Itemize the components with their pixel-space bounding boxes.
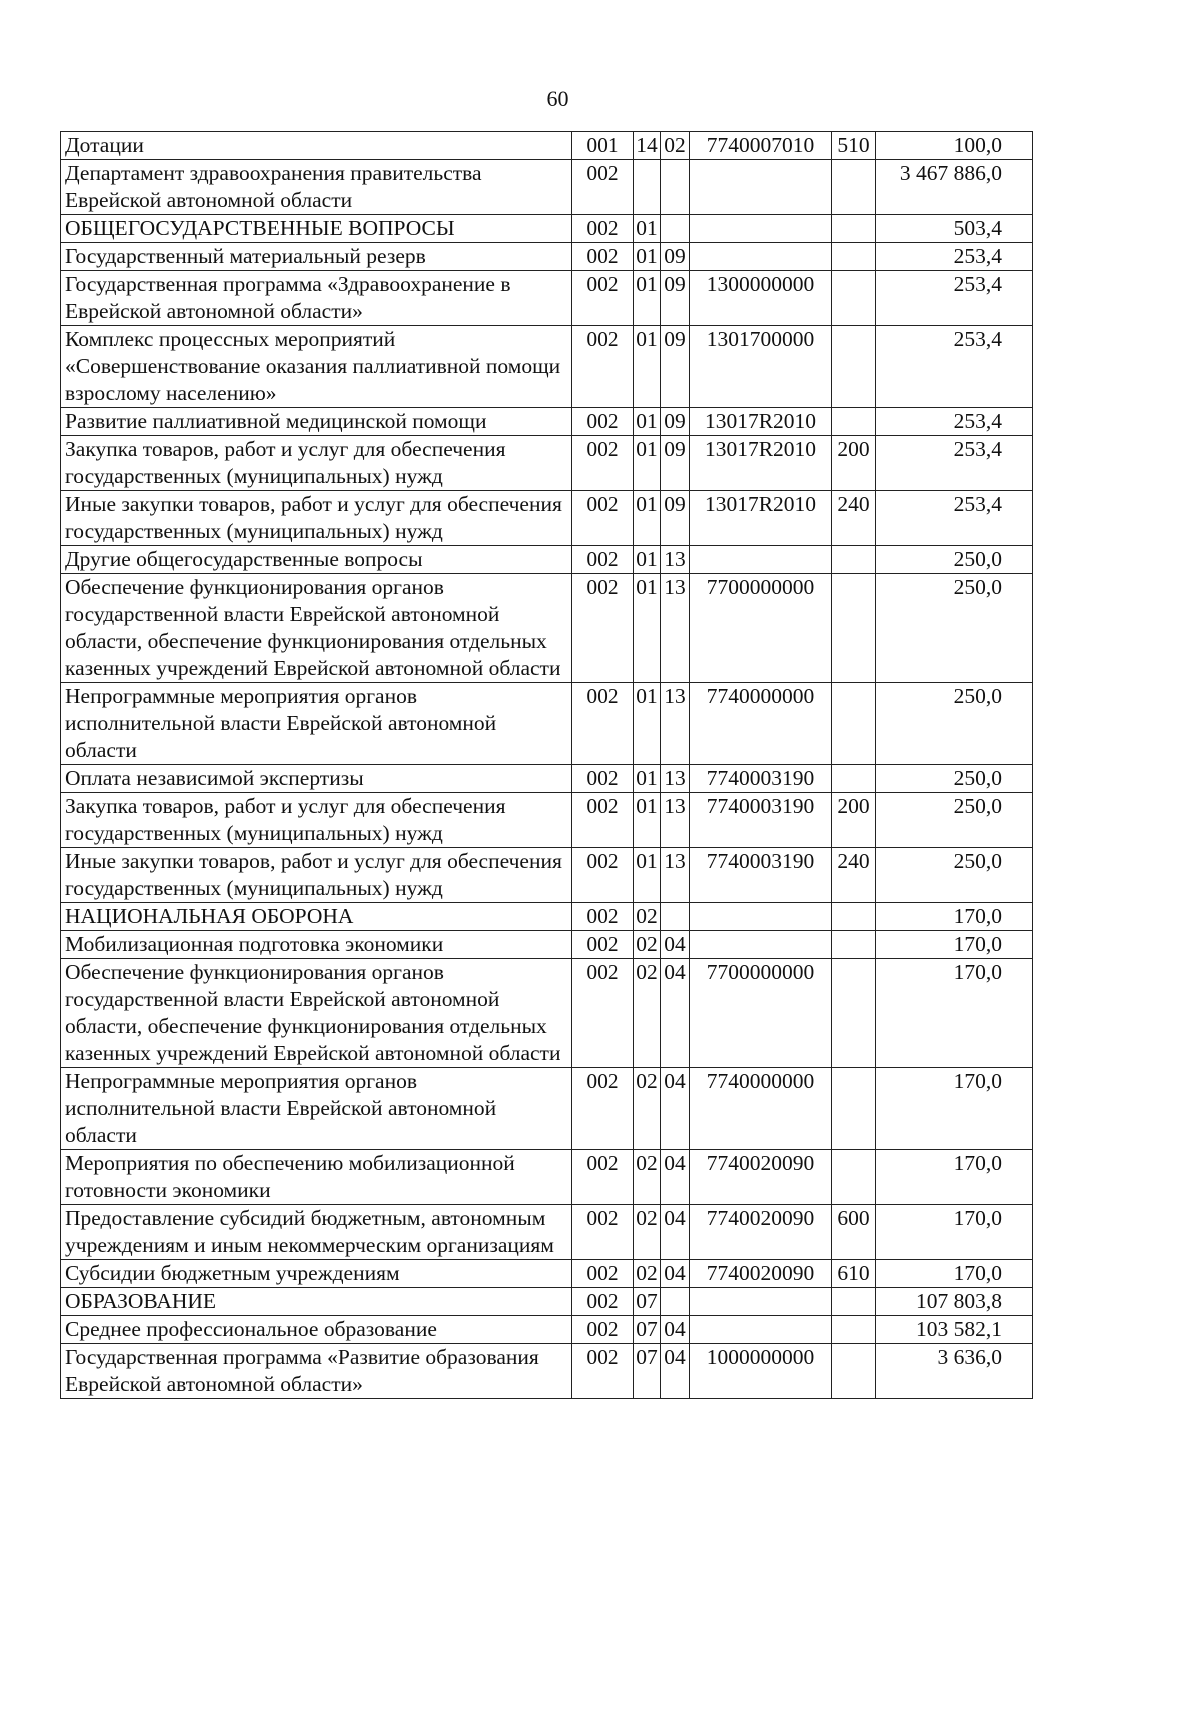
expense-type-cell xyxy=(832,408,876,436)
amount-cell: 170,0 xyxy=(876,1260,1033,1288)
row-name-cell: Развитие паллиативной медицинской помощи xyxy=(61,408,572,436)
section-code-cell: 01 xyxy=(634,546,661,574)
grbs-code-cell: 002 xyxy=(572,1260,634,1288)
table-row xyxy=(61,1068,1033,1150)
row-name-cell: Мобилизационная подготовка экономики xyxy=(61,931,572,959)
target-article-cell: 13017R2010 xyxy=(690,436,832,491)
table-row xyxy=(61,132,1033,160)
row-name-cell: Департамент здравоохранения правительства Еврейской автономной области xyxy=(61,160,572,215)
target-article-cell: 1300000000 xyxy=(690,271,832,326)
section-code-cell: 01 xyxy=(634,574,661,683)
expense-type-cell: 200 xyxy=(832,793,876,848)
grbs-code-cell: 002 xyxy=(572,243,634,271)
target-article-cell: 7740007010 xyxy=(690,132,832,160)
subsection-code-cell: 13 xyxy=(661,848,690,903)
grbs-code-cell: 002 xyxy=(572,793,634,848)
target-article-cell xyxy=(690,903,832,931)
grbs-code-cell: 002 xyxy=(572,1150,634,1205)
subsection-code-cell: 13 xyxy=(661,683,690,765)
section-code-cell: 07 xyxy=(634,1288,661,1316)
amount-cell: 170,0 xyxy=(876,1150,1033,1205)
row-name-cell: Иные закупки товаров, работ и услуг для обеспечения государственных (муниципальных) нужд xyxy=(61,491,572,546)
expense-type-cell: 610 xyxy=(832,1260,876,1288)
row-name-cell: Комплекс процессных мероприятий «Совершенствование оказания паллиативной помощи взрослому населению» xyxy=(61,326,572,408)
row-name-cell: Закупка товаров, работ и услуг для обеспечения государственных (муниципальных) нужд xyxy=(61,436,572,491)
target-article-cell: 7740020090 xyxy=(690,1260,832,1288)
target-article-cell xyxy=(690,546,832,574)
amount-cell: 100,0 xyxy=(876,132,1033,160)
grbs-code-cell: 002 xyxy=(572,326,634,408)
target-article-cell: 7740003190 xyxy=(690,765,832,793)
subsection-code-cell xyxy=(661,903,690,931)
target-article-cell: 7740000000 xyxy=(690,1068,832,1150)
table-row xyxy=(61,1205,1033,1260)
grbs-code-cell: 002 xyxy=(572,1205,634,1260)
table-row xyxy=(61,1150,1033,1205)
expense-type-cell xyxy=(832,1288,876,1316)
row-name-cell: Мероприятия по обеспечению мобилизационной готовности экономики xyxy=(61,1150,572,1205)
grbs-code-cell: 002 xyxy=(572,1288,634,1316)
table-row xyxy=(61,271,1033,326)
grbs-code-cell: 002 xyxy=(572,1344,634,1399)
target-article-cell: 7740000000 xyxy=(690,683,832,765)
target-article-cell xyxy=(690,243,832,271)
grbs-code-cell: 002 xyxy=(572,491,634,546)
subsection-code-cell: 13 xyxy=(661,546,690,574)
table-row xyxy=(61,931,1033,959)
table-row xyxy=(61,903,1033,931)
table-row xyxy=(61,1344,1033,1399)
expense-type-cell xyxy=(832,1316,876,1344)
row-name-cell: НАЦИОНАЛЬНАЯ ОБОРОНА xyxy=(61,903,572,931)
row-name-cell: ОБРАЗОВАНИЕ xyxy=(61,1288,572,1316)
section-code-cell: 01 xyxy=(634,271,661,326)
amount-cell: 170,0 xyxy=(876,931,1033,959)
table-body xyxy=(61,132,1033,1399)
section-code-cell: 01 xyxy=(634,243,661,271)
section-code-cell: 01 xyxy=(634,326,661,408)
row-name-cell: Другие общегосударственные вопросы xyxy=(61,546,572,574)
table-row xyxy=(61,574,1033,683)
table-row xyxy=(61,793,1033,848)
amount-cell: 170,0 xyxy=(876,959,1033,1068)
amount-cell: 253,4 xyxy=(876,491,1033,546)
subsection-code-cell: 04 xyxy=(661,931,690,959)
target-article-cell: 1301700000 xyxy=(690,326,832,408)
grbs-code-cell: 002 xyxy=(572,546,634,574)
subsection-code-cell: 09 xyxy=(661,408,690,436)
section-code-cell: 01 xyxy=(634,765,661,793)
row-name-cell: Оплата независимой экспертизы xyxy=(61,765,572,793)
target-article-cell: 1000000000 xyxy=(690,1344,832,1399)
expense-type-cell xyxy=(832,546,876,574)
expense-type-cell xyxy=(832,1344,876,1399)
subsection-code-cell: 04 xyxy=(661,1068,690,1150)
table-row xyxy=(61,436,1033,491)
amount-cell: 250,0 xyxy=(876,574,1033,683)
subsection-code-cell: 13 xyxy=(661,765,690,793)
amount-cell: 170,0 xyxy=(876,903,1033,931)
row-name-cell: Иные закупки товаров, работ и услуг для обеспечения государственных (муниципальных) нужд xyxy=(61,848,572,903)
grbs-code-cell: 002 xyxy=(572,160,634,215)
table-row xyxy=(61,243,1033,271)
section-code-cell: 02 xyxy=(634,903,661,931)
expense-type-cell: 200 xyxy=(832,436,876,491)
expense-type-cell: 240 xyxy=(832,848,876,903)
section-code-cell: 14 xyxy=(634,132,661,160)
amount-cell: 170,0 xyxy=(876,1205,1033,1260)
subsection-code-cell: 04 xyxy=(661,1344,690,1399)
table-row xyxy=(61,959,1033,1068)
target-article-cell: 7740003190 xyxy=(690,848,832,903)
expense-type-cell: 600 xyxy=(832,1205,876,1260)
subsection-code-cell: 09 xyxy=(661,271,690,326)
row-name-cell: Обеспечение функционирования органов государственной власти Еврейской автономной области, обеспечение функционирования отдельных казенных учреждений Еврейской автономной области xyxy=(61,959,572,1068)
row-name-cell: Субсидии бюджетным учреждениям xyxy=(61,1260,572,1288)
table-row xyxy=(61,1288,1033,1316)
subsection-code-cell: 04 xyxy=(661,959,690,1068)
section-code-cell: 01 xyxy=(634,491,661,546)
subsection-code-cell: 04 xyxy=(661,1150,690,1205)
grbs-code-cell: 002 xyxy=(572,271,634,326)
expense-type-cell xyxy=(832,215,876,243)
page-number: 60 xyxy=(546,86,569,111)
amount-cell: 250,0 xyxy=(876,546,1033,574)
subsection-code-cell: 09 xyxy=(661,436,690,491)
section-code-cell: 02 xyxy=(634,1068,661,1150)
grbs-code-cell: 002 xyxy=(572,436,634,491)
table-row xyxy=(61,491,1033,546)
row-name-cell: Среднее профессиональное образование xyxy=(61,1316,572,1344)
subsection-code-cell xyxy=(661,1288,690,1316)
subsection-code-cell: 09 xyxy=(661,243,690,271)
subsection-code-cell: 04 xyxy=(661,1205,690,1260)
subsection-code-cell: 04 xyxy=(661,1316,690,1344)
target-article-cell: 7700000000 xyxy=(690,574,832,683)
section-code-cell: 01 xyxy=(634,215,661,243)
target-article-cell: 7740020090 xyxy=(690,1205,832,1260)
table-row xyxy=(61,1316,1033,1344)
grbs-code-cell: 002 xyxy=(572,1316,634,1344)
table-row xyxy=(61,408,1033,436)
section-code-cell: 02 xyxy=(634,1260,661,1288)
amount-cell: 253,4 xyxy=(876,243,1033,271)
expense-type-cell xyxy=(832,1068,876,1150)
grbs-code-cell: 002 xyxy=(572,683,634,765)
section-code-cell: 02 xyxy=(634,1205,661,1260)
subsection-code-cell: 09 xyxy=(661,326,690,408)
section-code-cell xyxy=(634,160,661,215)
row-name-cell: Закупка товаров, работ и услуг для обеспечения государственных (муниципальных) нужд xyxy=(61,793,572,848)
subsection-code-cell: 13 xyxy=(661,793,690,848)
row-name-cell: ОБЩЕГОСУДАРСТВЕННЫЕ ВОПРОСЫ xyxy=(61,215,572,243)
expense-type-cell xyxy=(832,243,876,271)
subsection-code-cell xyxy=(661,215,690,243)
expense-type-cell xyxy=(832,903,876,931)
section-code-cell: 01 xyxy=(634,408,661,436)
target-article-cell: 7740003190 xyxy=(690,793,832,848)
grbs-code-cell: 002 xyxy=(572,1068,634,1150)
grbs-code-cell: 002 xyxy=(572,408,634,436)
subsection-code-cell: 04 xyxy=(661,1260,690,1288)
expense-type-cell xyxy=(832,959,876,1068)
amount-cell: 170,0 xyxy=(876,1068,1033,1150)
table-row xyxy=(61,683,1033,765)
section-code-cell: 01 xyxy=(634,436,661,491)
table-row xyxy=(61,848,1033,903)
target-article-cell xyxy=(690,1316,832,1344)
row-name-cell: Государственная программа «Развитие образования Еврейской автономной области» xyxy=(61,1344,572,1399)
subsection-code-cell: 09 xyxy=(661,491,690,546)
target-article-cell: 7700000000 xyxy=(690,959,832,1068)
target-article-cell: 13017R2010 xyxy=(690,408,832,436)
amount-cell: 253,4 xyxy=(876,326,1033,408)
subsection-code-cell xyxy=(661,160,690,215)
row-name-cell: Предоставление субсидий бюджетным, автономным учреждениям и иным некоммерческим организациям xyxy=(61,1205,572,1260)
expense-type-cell xyxy=(832,683,876,765)
amount-cell: 3 636,0 xyxy=(876,1344,1033,1399)
amount-cell: 250,0 xyxy=(876,683,1033,765)
table-row xyxy=(61,765,1033,793)
budget-table xyxy=(60,131,1033,1399)
expense-type-cell xyxy=(832,765,876,793)
grbs-code-cell: 002 xyxy=(572,931,634,959)
section-code-cell: 01 xyxy=(634,793,661,848)
target-article-cell: 7740020090 xyxy=(690,1150,832,1205)
grbs-code-cell: 002 xyxy=(572,215,634,243)
subsection-code-cell: 13 xyxy=(661,574,690,683)
amount-cell: 253,4 xyxy=(876,408,1033,436)
amount-cell: 103 582,1 xyxy=(876,1316,1033,1344)
amount-cell: 253,4 xyxy=(876,271,1033,326)
table-row xyxy=(61,326,1033,408)
target-article-cell xyxy=(690,931,832,959)
row-name-cell: Непрограммные мероприятия органов исполнительной власти Еврейской автономной области xyxy=(61,1068,572,1150)
expense-type-cell: 240 xyxy=(832,491,876,546)
row-name-cell: Обеспечение функционирования органов государственной власти Еврейской автономной области, обеспечение функционирования отдельных казенных учреждений Еврейской автономной области xyxy=(61,574,572,683)
section-code-cell: 02 xyxy=(634,931,661,959)
table-row xyxy=(61,160,1033,215)
section-code-cell: 01 xyxy=(634,683,661,765)
target-article-cell xyxy=(690,160,832,215)
amount-cell: 253,4 xyxy=(876,436,1033,491)
table-row xyxy=(61,546,1033,574)
table-row xyxy=(61,215,1033,243)
amount-cell: 250,0 xyxy=(876,765,1033,793)
target-article-cell xyxy=(690,1288,832,1316)
grbs-code-cell: 002 xyxy=(572,848,634,903)
amount-cell: 3 467 886,0 xyxy=(876,160,1033,215)
expense-type-cell xyxy=(832,160,876,215)
target-article-cell xyxy=(690,215,832,243)
grbs-code-cell: 001 xyxy=(572,132,634,160)
row-name-cell: Государственный материальный резерв xyxy=(61,243,572,271)
section-code-cell: 01 xyxy=(634,848,661,903)
expense-type-cell: 510 xyxy=(832,132,876,160)
amount-cell: 250,0 xyxy=(876,793,1033,848)
section-code-cell: 07 xyxy=(634,1344,661,1399)
row-name-cell: Государственная программа «Здравоохранение в Еврейской автономной области» xyxy=(61,271,572,326)
grbs-code-cell: 002 xyxy=(572,574,634,683)
amount-cell: 503,4 xyxy=(876,215,1033,243)
expense-type-cell xyxy=(832,931,876,959)
row-name-cell: Дотации xyxy=(61,132,572,160)
row-name-cell: Непрограммные мероприятия органов исполнительной власти Еврейской автономной области xyxy=(61,683,572,765)
amount-cell: 250,0 xyxy=(876,848,1033,903)
expense-type-cell xyxy=(832,326,876,408)
table-row xyxy=(61,1260,1033,1288)
expense-type-cell xyxy=(832,574,876,683)
amount-cell: 107 803,8 xyxy=(876,1288,1033,1316)
grbs-code-cell: 002 xyxy=(572,959,634,1068)
section-code-cell: 07 xyxy=(634,1316,661,1344)
expense-type-cell xyxy=(832,1150,876,1205)
section-code-cell: 02 xyxy=(634,1150,661,1205)
target-article-cell: 13017R2010 xyxy=(690,491,832,546)
section-code-cell: 02 xyxy=(634,959,661,1068)
expense-type-cell xyxy=(832,271,876,326)
subsection-code-cell: 02 xyxy=(661,132,690,160)
grbs-code-cell: 002 xyxy=(572,903,634,931)
grbs-code-cell: 002 xyxy=(572,765,634,793)
